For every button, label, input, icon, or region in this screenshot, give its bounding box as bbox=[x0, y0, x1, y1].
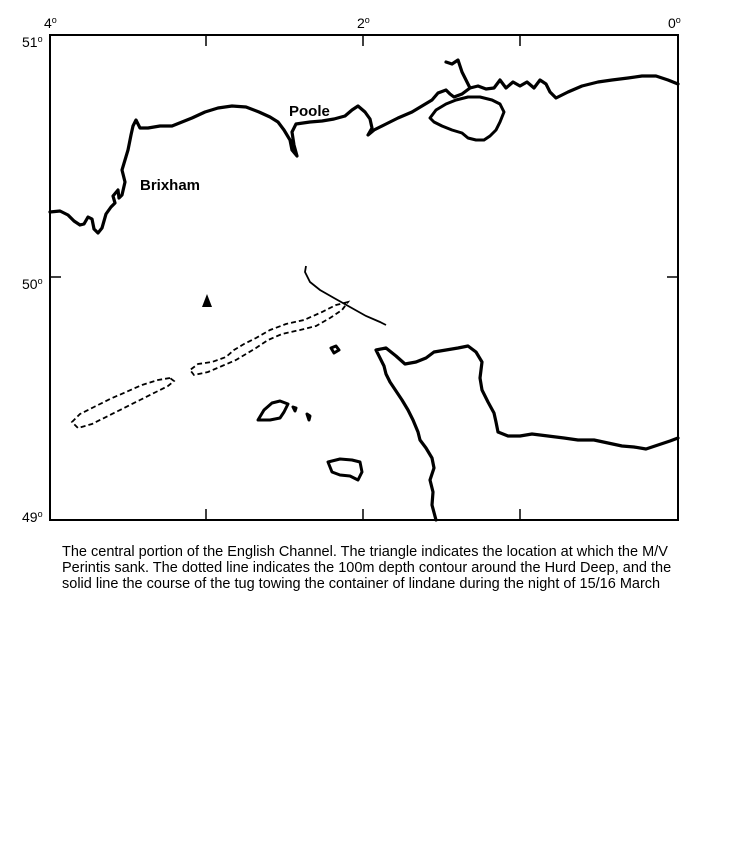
perintis-sinking-triangle bbox=[202, 294, 212, 307]
place-label-poole: Poole bbox=[289, 103, 330, 120]
tug-course-line bbox=[305, 266, 386, 325]
lon-label-4: 4$^o$ bbox=[44, 15, 57, 31]
hurd-deep-contour-east bbox=[190, 302, 348, 375]
england-coastline bbox=[50, 76, 678, 233]
solent-inlet bbox=[446, 60, 470, 88]
lon-label-0: 0$^o$ bbox=[668, 15, 681, 31]
herm-island bbox=[293, 407, 296, 411]
isle-of-wight bbox=[430, 97, 504, 140]
map-frame bbox=[50, 35, 678, 520]
hurd-deep-contour-west bbox=[72, 378, 174, 428]
france-coastline bbox=[376, 346, 678, 520]
alderney-island bbox=[331, 346, 339, 353]
map-caption: The central portion of the English Channel. The triangle indicates the location at which the M/V Perintis sank. The dotted line indicates the 100m depth contour around the Hurd Deep, and the solid line the course of the tug towing the container of lindane during the night of 15/16 March bbox=[62, 544, 672, 592]
jersey-island bbox=[328, 459, 362, 480]
lat-label-49: 49$^o$ bbox=[22, 509, 43, 525]
lat-label-50: 50$^o$ bbox=[22, 276, 43, 292]
guernsey-island bbox=[258, 401, 288, 420]
lat-label-51: 51$^o$ bbox=[22, 34, 43, 50]
lon-label-2: 2$^o$ bbox=[357, 15, 370, 31]
sark-island bbox=[307, 414, 310, 420]
place-label-brixham: Brixham bbox=[140, 177, 201, 194]
